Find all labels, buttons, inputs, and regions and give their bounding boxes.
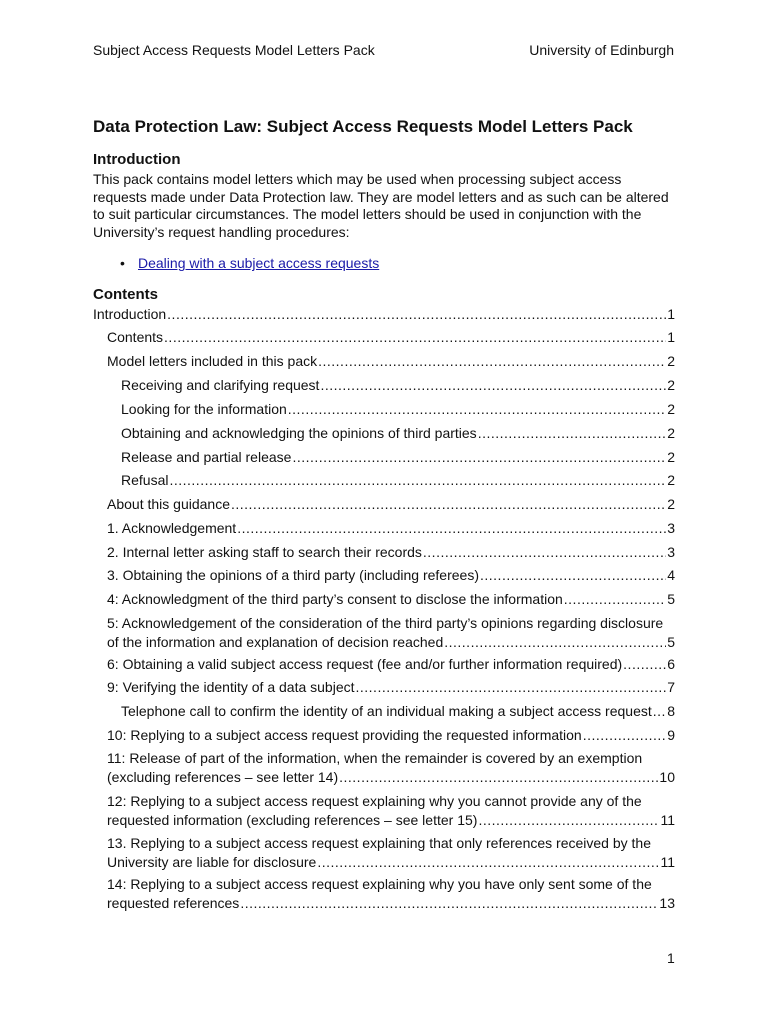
toc-entry-text: 6: Obtaining a valid subject access request (fee and/or further information required) (107, 656, 623, 672)
toc-page-number: 7 (667, 679, 675, 695)
subject-access-guidance-link[interactable]: Dealing with a subject access requests (138, 255, 380, 271)
toc-entry-text: Telephone call to confirm the identity of an individual making a subject access request (121, 703, 652, 719)
toc-page-number: 2 (667, 377, 675, 393)
toc-dot-leader (478, 811, 659, 830)
toc-page-number: 11 (660, 854, 675, 870)
toc-entry[interactable] (107, 590, 675, 609)
toc-dot-leader (288, 400, 666, 419)
toc-entry[interactable] (107, 749, 675, 787)
toc-entry-text: 3. Obtaining the opinions of a third party (including referees) (107, 567, 479, 583)
toc-entry-text-line1: 12: Replying to a subject access request explaining why you cannot provide any of the (107, 793, 642, 809)
toc-page-number: 2 (667, 496, 675, 512)
toc-entry[interactable] (107, 726, 675, 745)
toc-dot-leader (169, 471, 666, 490)
toc-entry[interactable] (107, 875, 675, 913)
toc-entry-text: Obtaining and acknowledging the opinions of third parties (121, 425, 477, 441)
toc-entry-text: Introduction (93, 306, 167, 322)
toc-page-number: 2 (667, 449, 675, 465)
toc-entry[interactable] (107, 328, 675, 347)
document-title: Data Protection Law: Subject Access Requests Model Letters Pack (93, 117, 633, 136)
toc-entry-text: requested references (107, 895, 240, 911)
toc-dot-leader (164, 328, 666, 347)
toc-page-number: 2 (667, 472, 675, 488)
introduction-paragraph: This pack contains model letters which may be used when processing subject access requests made under Data Protection law. They are model letters and as such can be altered to suit particular circumstances. The model letters should be used in conjunction with the University’s request handling procedures: (93, 171, 669, 240)
toc-page-number: 3 (667, 544, 675, 560)
toc-dot-leader (444, 633, 666, 652)
toc-entry[interactable] (121, 376, 675, 395)
toc-dot-leader (318, 352, 666, 371)
toc-entry-text: Contents (107, 329, 164, 345)
toc-entry[interactable] (107, 543, 675, 562)
toc-entry[interactable] (107, 792, 675, 830)
toc-entry[interactable] (107, 566, 675, 585)
toc-page-number: 1 (667, 306, 675, 322)
toc-entry-text: 2. Internal letter asking staff to search their records (107, 544, 422, 560)
toc-dot-leader (317, 853, 659, 872)
toc-page-number: 2 (667, 401, 675, 417)
toc-dot-leader (231, 495, 666, 514)
running-header-institution: University of Edinburgh (529, 42, 674, 58)
contents-heading: Contents (93, 286, 158, 303)
toc-dot-leader (478, 424, 667, 443)
toc-page-number: 5 (667, 591, 675, 607)
toc-entry-text: Release and partial release (121, 449, 292, 465)
toc-dot-leader (583, 726, 666, 745)
toc-entry-text-line1: 5: Acknowledgement of the consideration of the third party’s opinions regarding disclosure (107, 615, 664, 631)
toc-entry-text-line1: 11: Release of part of the information, when the remainder is covered by an exemption (107, 750, 643, 766)
toc-page-number: 4 (667, 567, 675, 583)
toc-entry[interactable] (107, 352, 675, 371)
toc-dot-leader (167, 305, 666, 324)
toc-dot-leader (339, 768, 658, 787)
toc-page-number: 2 (667, 353, 675, 369)
toc-page-number: 6 (667, 656, 675, 672)
toc-page-number: 9 (667, 727, 675, 743)
bullet-marker: • (120, 255, 125, 271)
toc-entry[interactable] (107, 678, 675, 697)
toc-dot-leader (623, 655, 666, 674)
toc-entry-text: 1. Acknowledgement (107, 520, 237, 536)
toc-entry[interactable] (121, 471, 675, 490)
toc-page-number: 5 (667, 634, 675, 650)
toc-entry-text: (excluding references – see letter 14) (107, 769, 339, 785)
toc-entry[interactable] (121, 702, 675, 721)
toc-entry[interactable] (107, 495, 675, 514)
toc-entry-text: Receiving and clarifying request (121, 377, 320, 393)
toc-entry[interactable] (107, 655, 675, 674)
toc-dot-leader (320, 376, 666, 395)
toc-entry[interactable] (107, 519, 675, 538)
introduction-heading: Introduction (93, 151, 181, 168)
toc-entry-text-line1: 14: Replying to a subject access request explaining why you have only sent some of the (107, 876, 652, 892)
toc-dot-leader (292, 448, 666, 467)
toc-page-number: 8 (667, 703, 675, 719)
toc-dot-leader (480, 566, 666, 585)
toc-entry-text: Refusal (121, 472, 169, 488)
toc-dot-leader (564, 590, 666, 609)
toc-page-number: 1 (667, 329, 675, 345)
toc-entry[interactable] (107, 834, 675, 872)
toc-dot-leader (356, 678, 667, 697)
toc-entry-text: 9: Verifying the identity of a data subject (107, 679, 355, 695)
toc-entry-text: of the information and explanation of decision reached (107, 634, 444, 650)
link-list-item (120, 255, 379, 271)
page-number: 1 (667, 950, 675, 966)
toc-entry[interactable] (107, 614, 675, 652)
toc-entry[interactable] (121, 400, 675, 419)
toc-entry[interactable] (121, 448, 675, 467)
toc-entry-text: About this guidance (107, 496, 230, 512)
toc-entry-text: requested information (excluding references – see letter 15) (107, 812, 478, 828)
toc-entry-text: 10: Replying to a subject access request providing the requested information (107, 727, 582, 743)
toc-entry-text: 4: Acknowledgment of the third party’s consent to disclose the information (107, 591, 563, 607)
toc-dot-leader (423, 543, 666, 562)
toc-entry[interactable] (93, 305, 675, 324)
toc-page-number: 11 (660, 812, 675, 828)
toc-page-number: 2 (667, 425, 675, 441)
toc-dot-leader (237, 519, 666, 538)
toc-page-number: 13 (659, 895, 675, 911)
running-header-title: Subject Access Requests Model Letters Pack (93, 42, 375, 58)
toc-entry-text-line1: 13. Replying to a subject access request explaining that only references received by the (107, 835, 651, 851)
toc-entry[interactable] (121, 424, 675, 443)
toc-entry-text: Model letters included in this pack (107, 353, 318, 369)
toc-entry-text: University are liable for disclosure (107, 854, 317, 870)
toc-entry-text: Looking for the information (121, 401, 287, 417)
toc-dot-leader (653, 702, 666, 721)
toc-dot-leader (240, 894, 658, 913)
toc-page-number: 3 (667, 520, 675, 536)
toc-page-number: 10 (659, 769, 675, 785)
